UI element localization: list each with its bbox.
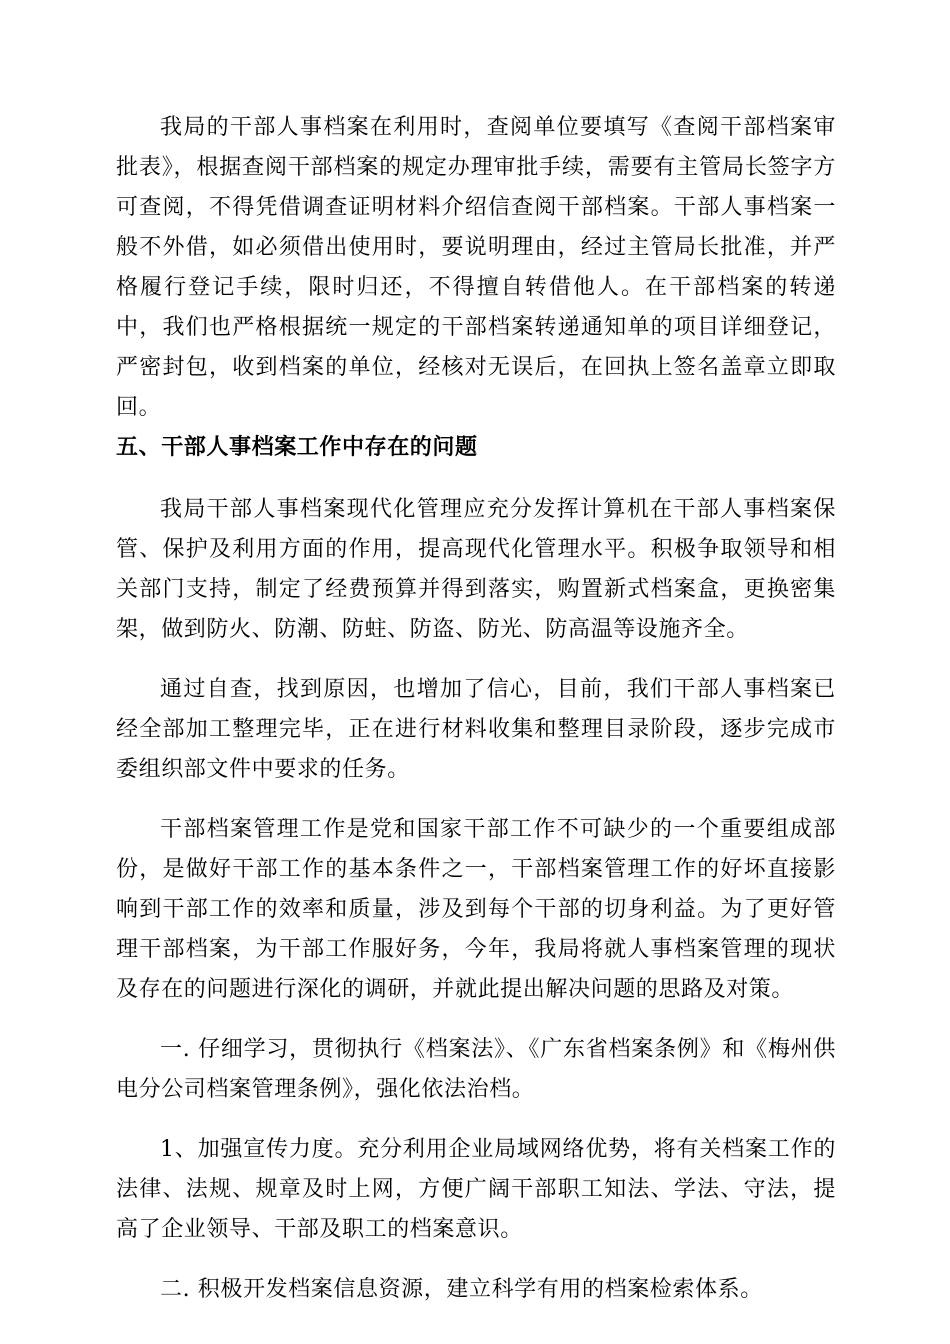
paragraph-archive-access: 我局的干部人事档案在利用时，查阅单位要填写《查阅干部档案审批表》，根据查阅干部档案的规定办理审批手续，需要有主管局长签字方可查阅，不得凭借调查证明材料介绍信查阅干部档案。干部人事档案一般不外借，如必须借出使用时，要说明理由，经过主管局长批准，并严格履行登记手续，限时归还，不得擅自转借他人。在干部档案的转递中，我们也严格根据统一规定的干部档案转递通知单的项目详细登记，严密封包，收到档案的单位，经核对无误后，在回执上签名盖章立即取回。 (116, 115, 836, 420)
paragraph-modernization: 我局干部人事档案现代化管理应充分发挥计算机在干部人事档案保管、保护及利用方面的作用，提高现代化管理水平。积极争取领导和相关部门支持，制定了经费预算并得到落实，购置新式档案盒，更换密集架，做到防火、防潮、防蛀、防盗、防光、防高温等设施齐全。 (116, 497, 836, 642)
paragraph-item-two: 二. 积极开发档案信息资源，建立科学有用的档案检索体系。 (160, 1277, 763, 1302)
paragraph-self-inspection: 通过自查，找到原因，也增加了信心，目前，我们干部人事档案已经全部加工整理完毕，正在进行材料收集和整理目录阶段，逐步完成市委组织部文件中要求的任务。 (116, 677, 836, 782)
section-heading: 五、干部人事档案工作中存在的问题 (116, 435, 478, 460)
document-page (116, 108, 836, 1310)
paragraph-importance: 干部档案管理工作是党和国家干部工作不可缺少的一个重要组成部份，是做好干部工作的基本条件之一，干部档案管理工作的好坏直接影响到干部工作的效率和质量，涉及到每个干部的切身利益。为了更好管理干部档案，为干部工作服好务，今年，我局将就人事档案管理的现状及存在的问题进行深化的调研，并就此提出解决问题的思路及对策。 (116, 817, 836, 1002)
paragraph-item-one: 一. 仔细学习，贯彻执行《档案法》、《广东省档案条例》和《梅州供电分公司档案管理条例》，强化依法治档。 (116, 1037, 836, 1102)
paragraph-item-one-sub-one: 1、加强宣传力度。充分利用企业局域网络优势，将有关档案工作的法律、法规、规章及时上网，方便广阔干部职工知法、学法、守法，提高了企业领导、干部及职工的档案意识。 (116, 1137, 836, 1242)
